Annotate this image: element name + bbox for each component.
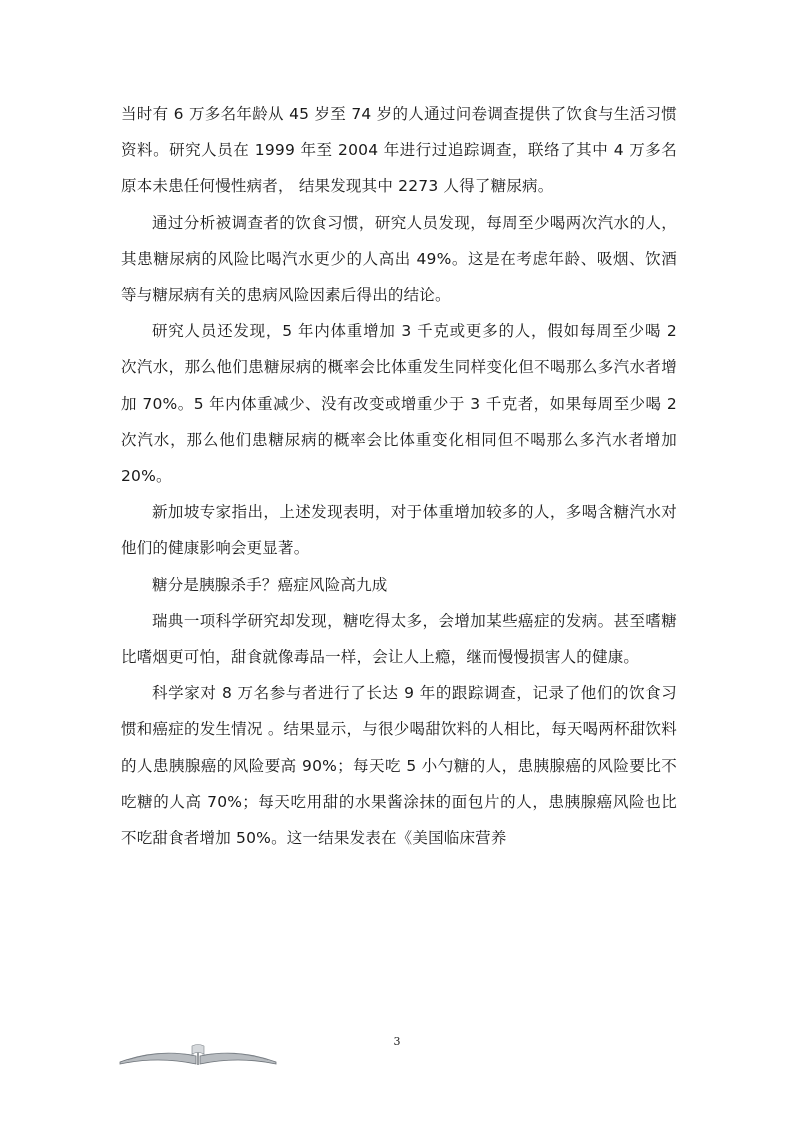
paragraph-weight-gain: 研究人员还发现，5 年内体重增加 3 千克或更多的人，假如每周至少喝 2 次汽水，那么他们患糖尿病的概率会比体重发生同样变化但不喝那么多汽水者增加 70%。5 年内体重减少、没有改变或增重少于 3 千克者，如果每周至少喝 2 次汽水，那么他们患糖尿病的概率会比体重变化相同但不喝那么多汽水者增加 20%。 — [121, 322, 677, 486]
page-number: 3 — [393, 1035, 401, 1048]
paragraph-singapore-experts: 新加坡专家指出，上述发现表明，对于体重增加较多的人，多喝含糖汽水对他们的健康影响会更显著。 — [121, 503, 677, 558]
paragraph-soda-risk: 通过分析被调查者的饮食习惯，研究人员发现，每周至少喝两次汽水的人，其患糖尿病的风险比喝汽水更少的人高出 49%。这是在考虑年龄、吸烟、饮酒等与糖尿病有关的患病风险因素后得出的结论。 — [121, 213, 677, 305]
open-book-icon — [118, 1040, 278, 1066]
paragraph-survey-intro: 当时有 6 万多名年龄从 45 岁至 74 岁的人通过问卷调查提供了饮食与生活习惯资料。研究人员在 1999 年至 2004 年进行过追踪调查，联络了其中 4 万多名原本未患任何慢性病者， 结果发现其中 2273 人得了糖尿病。 — [121, 105, 677, 196]
body-text — [121, 96, 677, 856]
paragraph-pancreatic-cancer: 科学家对 8 万名参与者进行了长达 9 年的跟踪调查，记录了他们的饮食习惯和癌症的发生情况 。结果显示，与很少喝甜饮料的人相比，每天喝两杯甜饮料的人患胰腺癌的风险要高 90%；每天吃 5 小勺糖的人，患胰腺癌的风险要比不吃糖的人高 70%；每天吃用甜的水果酱涂抹的面包片的人，患胰腺癌风险也比不吃甜食者增加 50%。这一结果发表在《美国临床营养 — [121, 684, 677, 848]
section-heading: 糖分是胰腺杀手？癌症风险高九成 — [152, 575, 388, 594]
paragraph-sweden-study: 瑞典一项科学研究却发现，糖吃得太多，会增加某些癌症的发病。甚至嗜糖比嗜烟更可怕，甜食就像毒品一样，会让人上瘾，继而慢慢损害人的健康。 — [121, 611, 677, 667]
